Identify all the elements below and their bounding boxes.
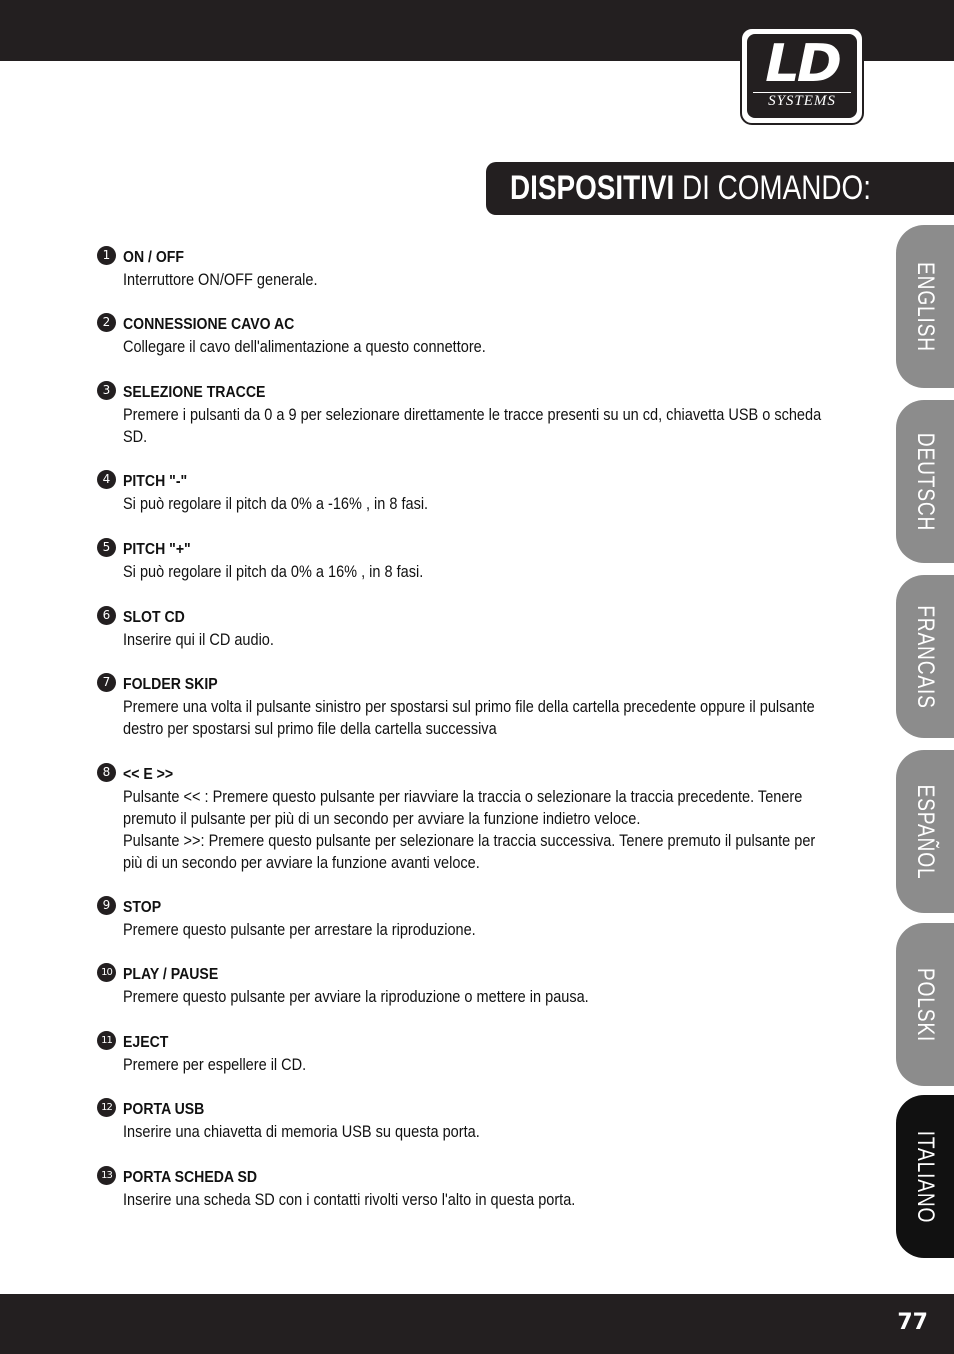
item-description: Inserire qui il CD audio. (123, 631, 274, 649)
item-description: Premere questo pulsante per avviare la riproduzione o mettere in pausa. (123, 988, 589, 1006)
item-number-badge: 4 (97, 470, 116, 489)
item-title: PORTA SCHEDA SD (123, 1169, 258, 1186)
item-number-badge: 7 (97, 673, 116, 692)
tab-deutsch[interactable] (896, 400, 954, 563)
brand-logo (740, 27, 864, 125)
item-number-badge: 6 (97, 606, 116, 625)
page-title (510, 168, 871, 208)
page-number: 77 (897, 1310, 928, 1335)
tab-polski[interactable] (896, 923, 954, 1086)
page-title-bold: DISPOSITIVI (510, 169, 675, 207)
item-description: Premere una volta il pulsante sinistro per spostarsi sul primo file della cartella precedente oppure il pulsante destro per spostarsi sul primo file della cartella successiva (123, 698, 815, 738)
item-description: Pulsante << : Premere questo pulsante per riavviare la traccia o selezionare la traccia precedente. Tenere premuto il pulsante per più di un secondo per avviare la funzione indietro veloce. Pulsante >>: Premere questo pulsante per selezionare la traccia successiva. Tenere premuto il pulsante per più di un secondo per avviare la funzione avanti veloce. (123, 788, 816, 872)
item-number-badge: 2 (97, 313, 116, 332)
item-title: STOP (123, 899, 162, 916)
tab-label: ESPAÑOL (912, 784, 939, 879)
item-description: Premere i pulsanti da 0 a 9 per selezionare direttamente le tracce presenti su un cd, chiavetta USB o scheda SD. (123, 406, 822, 446)
item-title: PLAY / PAUSE (123, 966, 219, 983)
bottom-bar (0, 1294, 954, 1354)
tab-english[interactable] (896, 225, 954, 388)
item-number-badge: 3 (97, 381, 116, 400)
item-title: SELEZIONE TRACCE (123, 384, 266, 401)
tab-label: ITALIANO (912, 1130, 939, 1223)
item-number-badge: 10 (97, 963, 116, 982)
item-title: ON / OFF (123, 249, 185, 266)
item-description: Si può regolare il pitch da 0% a 16% , in 8 fasi. (123, 563, 424, 581)
tab-label: POLSKI (912, 967, 939, 1042)
item-description: Inserire una scheda SD con i contatti rivolti verso l'alto in questa porta. (123, 1191, 576, 1209)
item-description: Interruttore ON/OFF generale. (123, 271, 318, 289)
item-title: EJECT (123, 1034, 169, 1051)
item-description: Inserire una chiavetta di memoria USB su questa porta. (123, 1123, 480, 1141)
item-number-badge: 11 (97, 1031, 116, 1050)
tab-italiano[interactable] (896, 1095, 954, 1258)
item-description: Si può regolare il pitch da 0% a -16% , in 8 fasi. (123, 495, 429, 513)
tab-francais[interactable] (896, 575, 954, 738)
item-description: Premere questo pulsante per arrestare la riproduzione. (123, 921, 476, 939)
item-number-badge: 1 (97, 246, 116, 265)
logo-text-sub: SYSTEMS (753, 92, 851, 109)
item-number-badge: 13 (97, 1166, 116, 1185)
item-number-badge: 12 (97, 1098, 116, 1117)
item-title: << E >> (123, 766, 174, 783)
item-title: SLOT CD (123, 609, 185, 626)
page-title-light: DI COMANDO: (681, 169, 871, 207)
item-number-badge: 8 (97, 763, 116, 782)
title-bar (486, 162, 954, 215)
item-number-badge: 9 (97, 896, 116, 915)
tab-label: FRANCAIS (912, 604, 939, 709)
item-title: PITCH "+" (123, 541, 191, 558)
tab-label: DEUTSCH (912, 432, 939, 531)
item-number-badge: 5 (97, 538, 116, 557)
item-description: Collegare il cavo dell'alimentazione a questo connettore. (123, 338, 486, 356)
logo-text-main: LD (765, 34, 839, 94)
item-title: FOLDER SKIP (123, 676, 218, 693)
tab-label: ENGLISH (912, 261, 939, 352)
item-title: CONNESSIONE CAVO AC (123, 316, 295, 333)
brand-logo-inner (747, 34, 857, 118)
item-title: PORTA USB (123, 1101, 205, 1118)
item-description: Premere per espellere il CD. (123, 1056, 307, 1074)
item-title: PITCH "-" (123, 473, 188, 490)
tab-espanol[interactable] (896, 750, 954, 913)
